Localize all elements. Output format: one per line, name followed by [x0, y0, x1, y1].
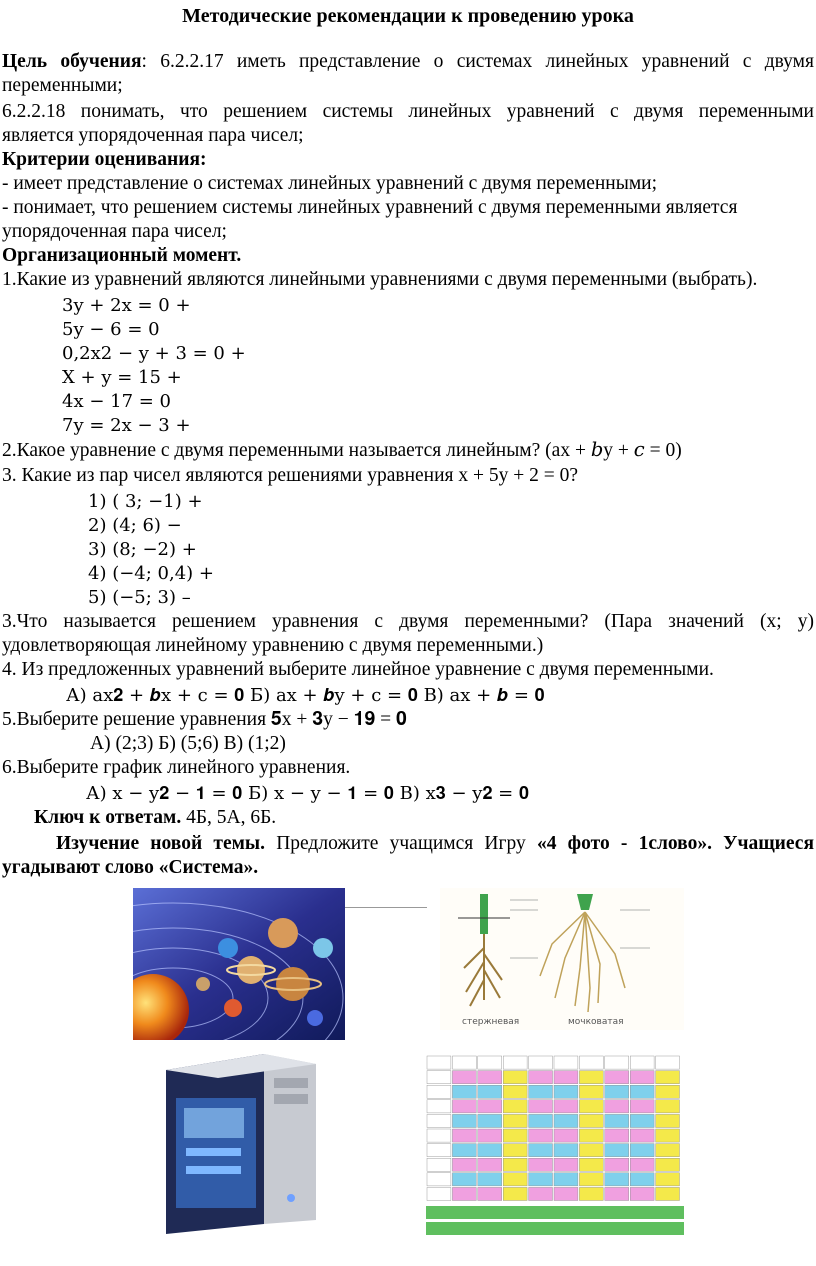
org-moment-heading: Организационный момент. — [2, 245, 242, 266]
answer-key-label: Ключ к ответам. — [34, 807, 182, 828]
new-topic-game: «4 фото - 1слово». Учащиеся — [536, 833, 814, 854]
goal-text-1: : 6.2.2.17 иметь представление о системах линейных уравнений с двумя — [141, 51, 814, 72]
question-1: 1.Какие из уравнений являются линейными уравнениями с двумя переменными (выбрать). — [2, 269, 758, 290]
question-5: 5.Выберите решение уравнения 𝟓x + 𝟑y − 𝟏𝟗 = 𝟎 — [2, 709, 407, 730]
page-title: Методические рекомендации к проведению урока — [182, 5, 634, 27]
pair-item: 2) (4; 6) − — [88, 515, 182, 536]
new-topic-text: Предложите учащимся Игру — [265, 833, 537, 854]
equation-item: 5y − 6 = 0 — [62, 319, 160, 340]
criteria-2: - понимает, что решением системы линейных уравнений с двумя переменными является — [2, 197, 738, 218]
goal-line-3: 6.2.2.18 понимать, что решением системы линейных уравнений с двумя переменными — [2, 101, 814, 122]
criteria-1: - имеет представление о системах линейных уравнений с двумя переменными; — [2, 173, 658, 194]
pair-item: 5) (−5; 3) – — [88, 587, 191, 608]
new-topic-line-1 — [56, 832, 814, 856]
criteria-3: упорядоченная пара чисел; — [2, 221, 227, 242]
solar-system-image — [133, 888, 345, 1040]
divider-line — [345, 907, 427, 908]
question-2: 2.Какое уравнение с двумя переменными называется линейным? (ax + 𝑏y + 𝑐 = 0) — [2, 440, 682, 461]
pair-item: 1) ( 3; −1) + — [88, 491, 203, 512]
question-3b-line-2: удовлетворяющая линейному уравнению с двумя переменными.) — [2, 635, 544, 656]
root-systems-image — [440, 888, 684, 1030]
answer-key-value: 4Б, 5А, 6Б. — [181, 807, 277, 828]
answer-key — [34, 806, 814, 830]
root-label: мочковатая — [568, 1017, 624, 1027]
question-4-options: А) ax𝟐 + 𝒃x + c = 𝟎 Б) ax + 𝒃y + c = 𝟎 В) ax + 𝒃 = 𝟎 — [66, 685, 545, 706]
new-topic-label: Изучение новой темы. — [56, 833, 265, 854]
goal-line-2: переменными; — [2, 75, 123, 96]
new-topic-line-2: угадывают слово «Система». — [2, 857, 259, 878]
equation-item: 0,2x2 − y + 3 = 0 + — [62, 343, 246, 364]
equation-item: 7y = 2x − 3 + — [62, 415, 191, 436]
question-3b-line-1: 3.Что называется решением уравнения с двумя переменными? (Пара значений (x; y) — [2, 611, 814, 632]
computer-case-image — [146, 1048, 332, 1240]
equation-item: X + y = 15 + — [62, 367, 182, 388]
periodic-table-image — [426, 1052, 684, 1238]
question-3: 3. Какие из пар чисел являются решениями уравнения x + 5y + 2 = 0? — [2, 465, 579, 486]
pair-item: 4) (−4; 0,4) + — [88, 563, 214, 584]
pair-item: 3) (8; −2) + — [88, 539, 197, 560]
root-label: стержневая — [462, 1017, 520, 1027]
goal-line-1 — [2, 50, 814, 74]
goal-line-4: является упорядоченная пара чисел; — [2, 125, 304, 146]
question-5-options: А) (2;3) Б) (5;6) В) (1;2) — [90, 733, 286, 754]
question-6-options: А) x − y𝟐 − 𝟏 = 𝟎 Б) x − y − 𝟏 = 𝟎 В) x𝟑 − y𝟐 = 𝟎 — [86, 783, 529, 804]
equation-item: 4x − 17 = 0 — [62, 391, 172, 412]
question-6: 6.Выберите график линейного уравнения. — [2, 757, 351, 778]
question-4: 4. Из предложенных уравнений выберите линейное уравнение с двумя переменными. — [2, 659, 714, 680]
goal-label: Цель обучения — [2, 51, 142, 72]
equation-item: 3y + 2x = 0 + — [62, 295, 191, 316]
criteria-label: Критерии оценивания: — [2, 149, 207, 170]
